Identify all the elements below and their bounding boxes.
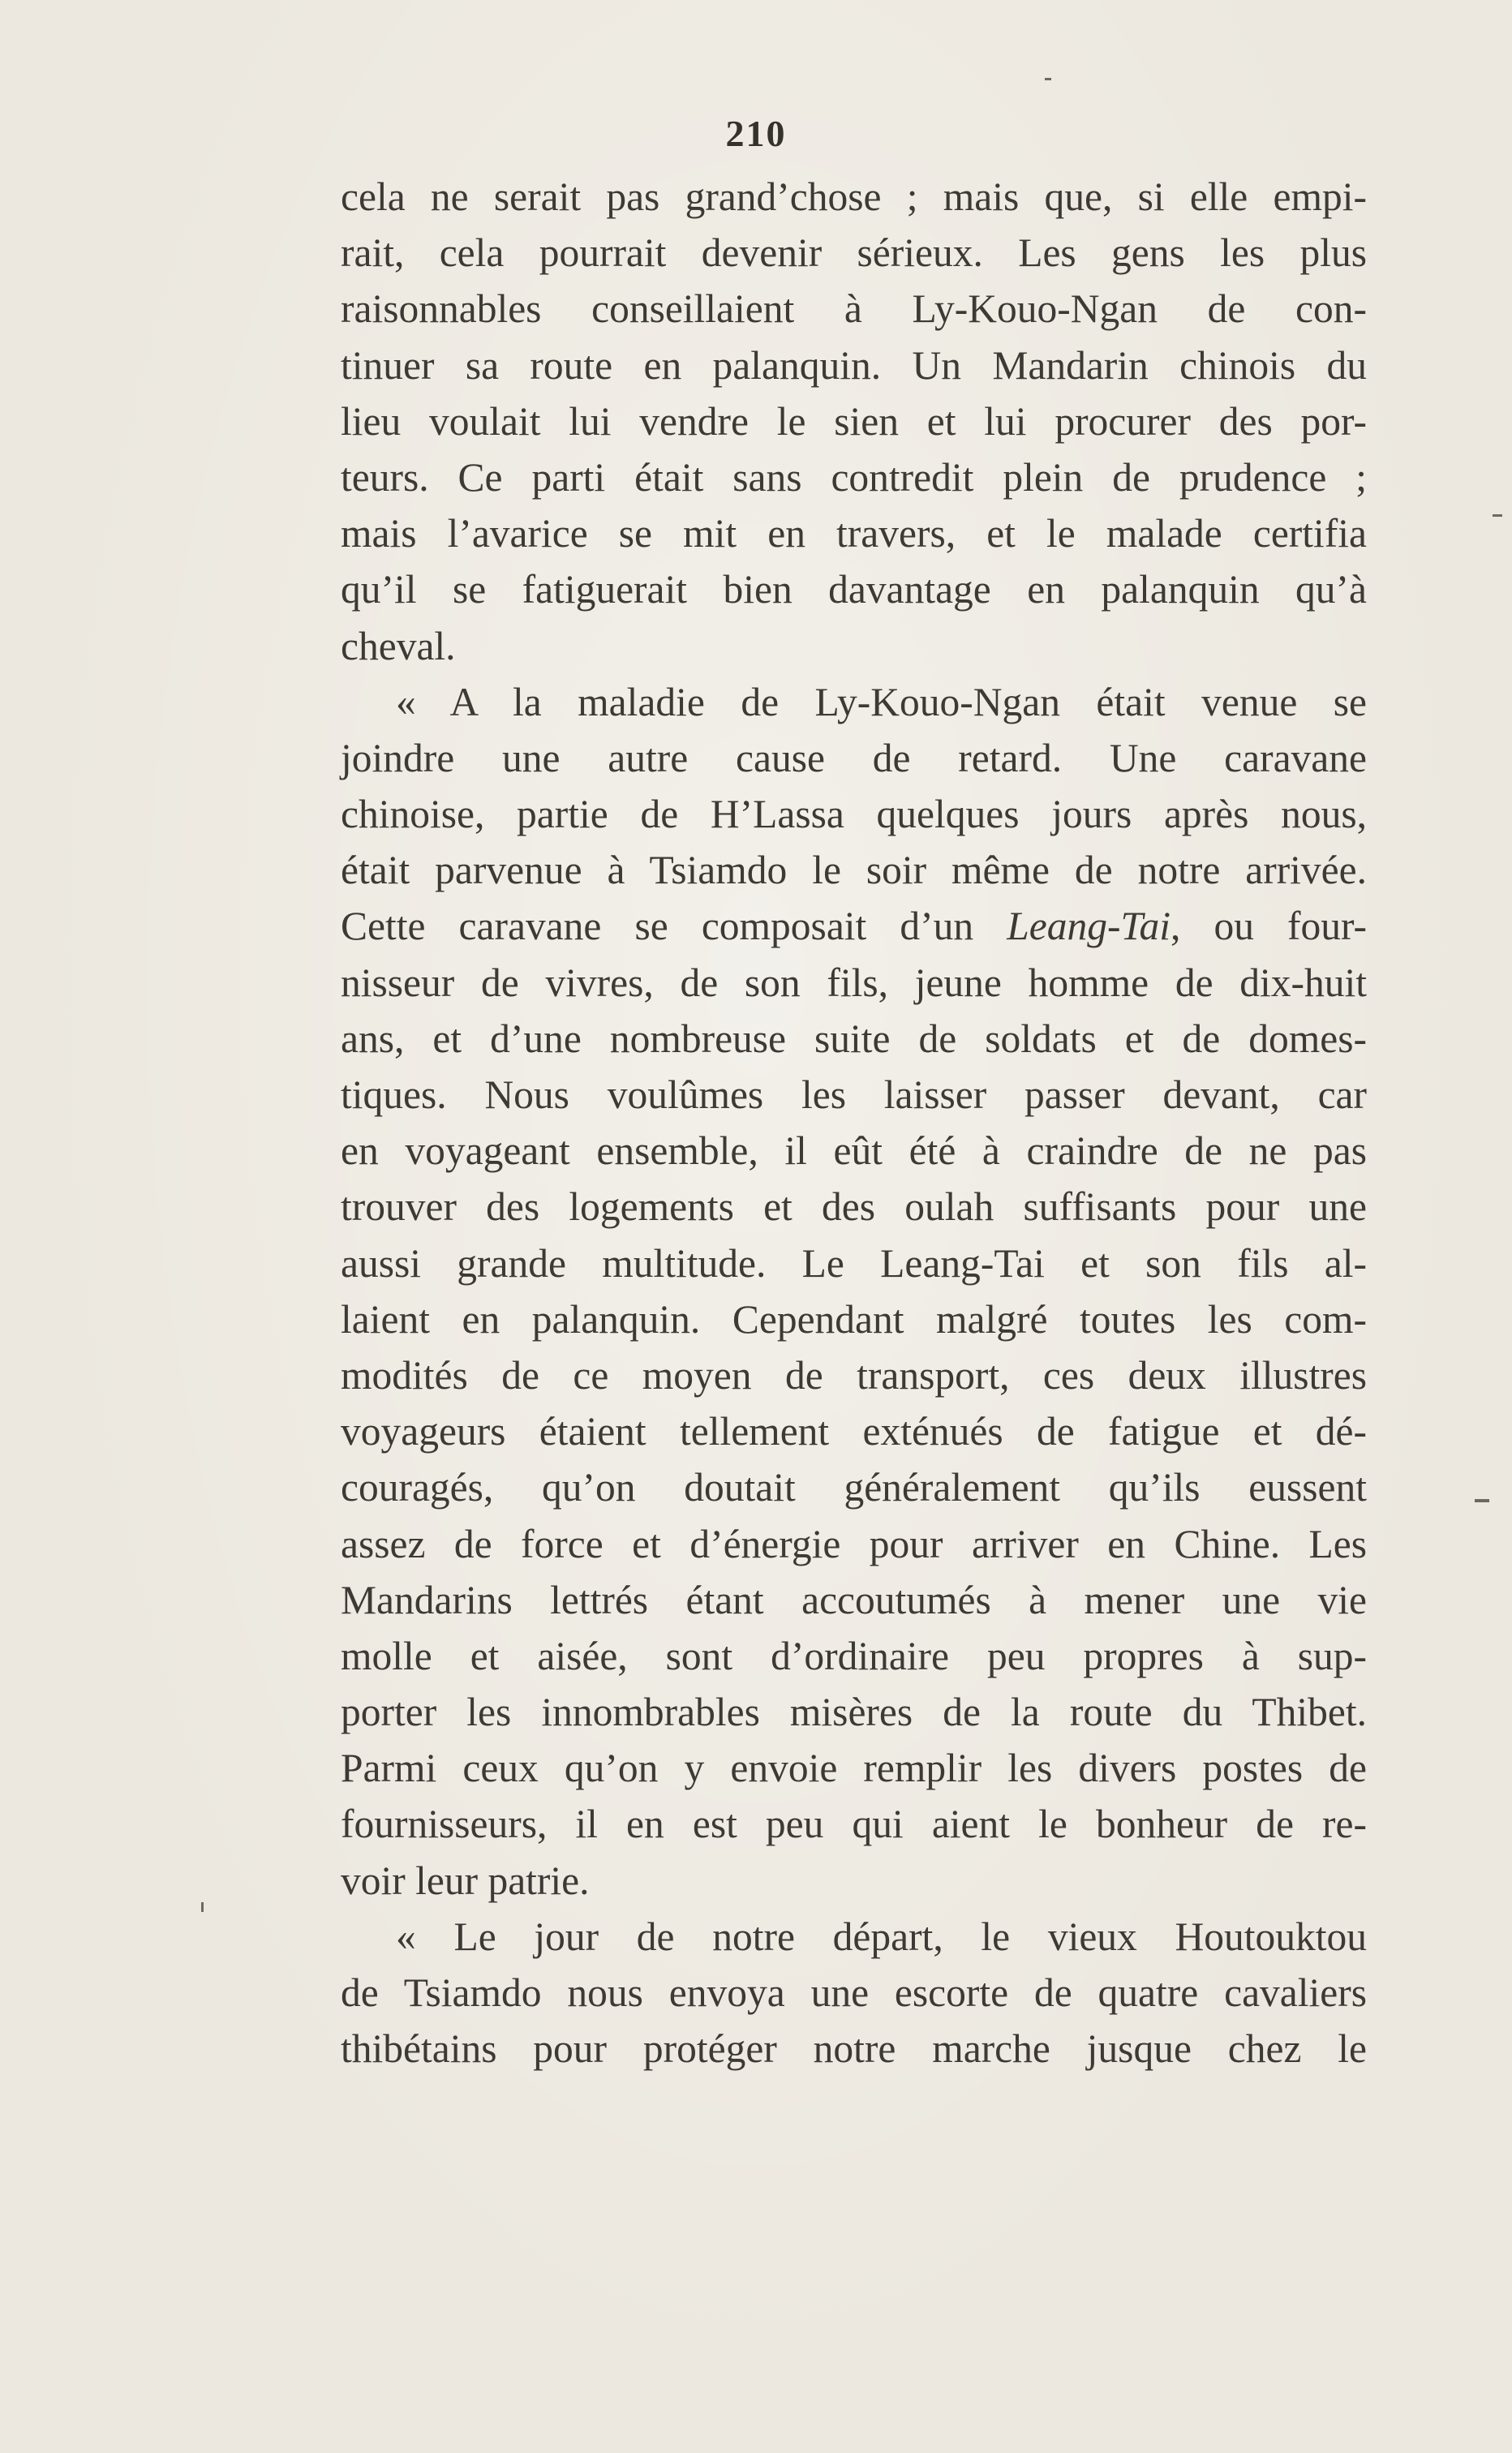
text-segment: , ou four-: [1170, 904, 1368, 949]
text-line: nisseur de vivres, de son fils, jeune homme de dix-huit: [341, 960, 1367, 1005]
text-segment: Cette caravane se composait d’un: [341, 904, 974, 949]
margin-mark: [1045, 78, 1051, 80]
text-line: voyageurs étaient tellement exténués de fatigue et dé-: [341, 1409, 1367, 1454]
text-line: laient en palanquin. Cependant malgré toutes les com-: [341, 1296, 1367, 1342]
margin-mark: [1475, 1499, 1489, 1502]
margin-mark: [1493, 514, 1502, 517]
text-line: « A la maladie de Ly-Kouo-Ngan était venue se: [396, 679, 1367, 724]
text-line: voir leur patrie.: [341, 1858, 590, 1903]
margin-mark: [201, 1902, 204, 1912]
text-line: rait, cela pourrait devenir sérieux. Les gens les plus: [341, 230, 1367, 276]
text-line-with-italic: [341, 898, 1367, 954]
text-line: cheval.: [341, 623, 456, 668]
text-line: cela ne serait pas grand’chose ; mais que, si elle empi-: [341, 174, 1367, 219]
text-line: lieu voulait lui vendre le sien et lui procurer des por-: [341, 398, 1367, 444]
text-line: couragés, qu’on doutait généralement qu’ils eussent: [341, 1465, 1367, 1510]
text-line: qu’il se fatiguerait bien davantage en palanquin qu’à: [341, 567, 1367, 612]
text-line: « Le jour de notre départ, le vieux Houtouktou: [396, 1914, 1367, 1959]
text-line: aussi grande multitude. Le Leang-Tai et son fils al-: [341, 1240, 1367, 1286]
text-line: Parmi ceux qu’on y envoie remplir les divers postes de: [341, 1746, 1367, 1791]
body-text: [341, 169, 1367, 2077]
text-line: tiques. Nous voulûmes les laisser passer devant, car: [341, 1072, 1367, 1117]
text-line: tinuer sa route en palanquin. Un Mandarin chinois du: [341, 342, 1367, 388]
text-line: mais l’avarice se mit en travers, et le malade certifia: [341, 511, 1367, 556]
text-line: en voyageant ensemble, il eût été à craindre de ne pas: [341, 1128, 1367, 1174]
text-line: Mandarins lettrés étant accoutumés à mener une vie: [341, 1577, 1367, 1622]
text-line: de Tsiamdo nous envoya une escorte de quatre cavaliers: [341, 1970, 1367, 2015]
text-line: modités de ce moyen de transport, ces deux illustres: [341, 1352, 1367, 1398]
text-line: molle et aisée, sont d’ordinaire peu propres à sup-: [341, 1633, 1367, 1678]
text-line: ans, et d’une nombreuse suite de soldats et de domes-: [341, 1016, 1367, 1061]
text-line: était parvenue à Tsiamdo le soir même de notre arrivée.: [341, 848, 1367, 893]
page-number: 210: [725, 113, 787, 154]
text-line: chinoise, partie de H’Lassa quelques jours après nous,: [341, 792, 1367, 837]
text-line: raisonnables conseillaient à Ly-Kouo-Ngan de con-: [341, 286, 1367, 332]
text-line: thibétains pour protéger notre marche jusque chez le: [341, 2026, 1367, 2072]
text-line: fournisseurs, il en est peu qui aient le bonheur de re-: [341, 1802, 1367, 1847]
text-line: trouver des logements et des oulah suffisants pour une: [341, 1184, 1367, 1230]
text-line: teurs. Ce parti était sans contredit plein de prudence ;: [341, 454, 1367, 500]
text-line: porter les innombrables misères de la route du Thibet.: [341, 1690, 1367, 1735]
text-line: joindre une autre cause de retard. Une caravane: [341, 735, 1367, 780]
italic-term: Leang-Tai: [1007, 904, 1171, 949]
text-line: assez de force et d’énergie pour arriver en Chine. Les: [341, 1521, 1367, 1566]
